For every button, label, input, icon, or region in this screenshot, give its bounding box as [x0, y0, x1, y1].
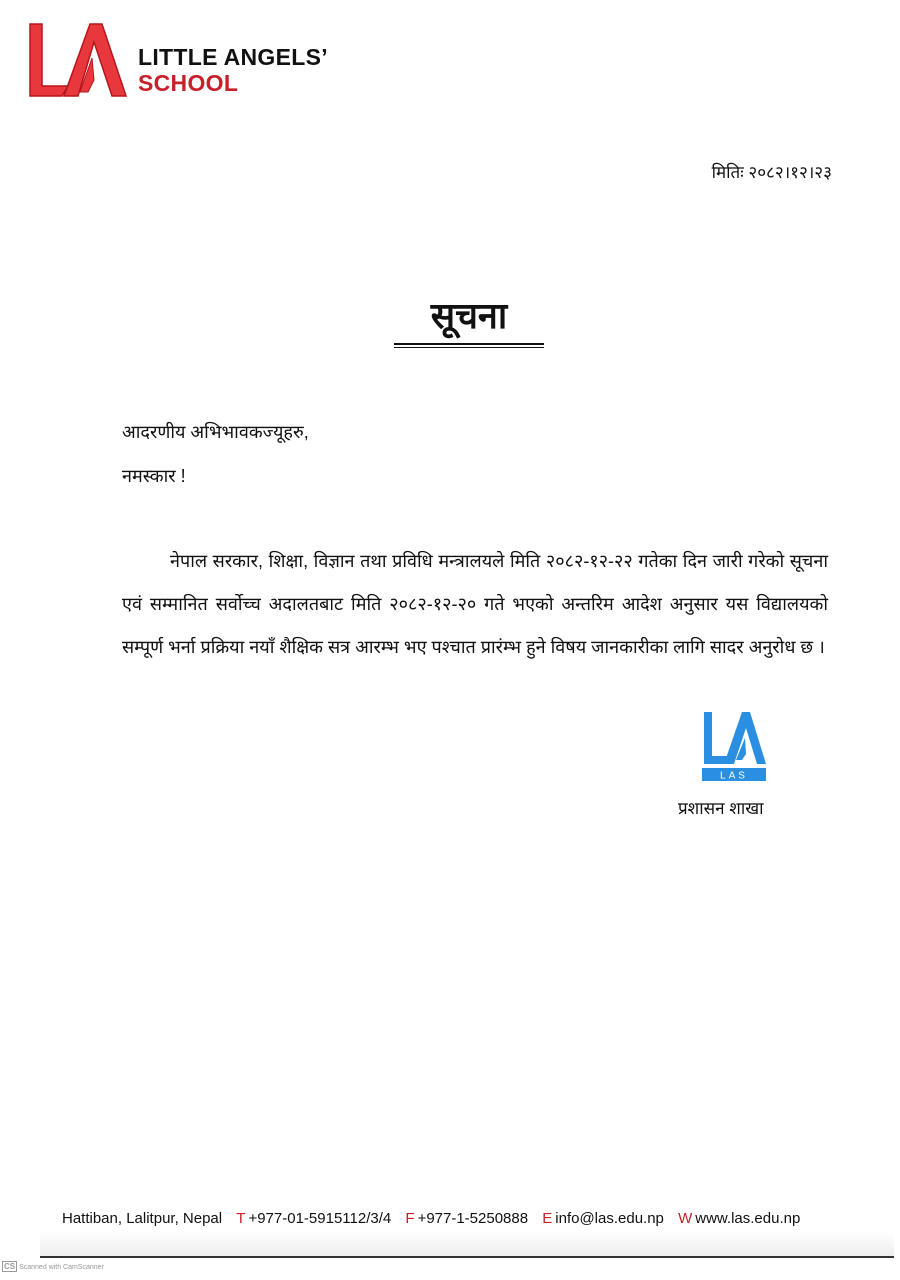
scanner-watermark: CS Scanned with CamScanner	[4, 1262, 104, 1271]
notice-body: नेपाल सरकार, शिक्षा, विज्ञान तथा प्रविधि मन्त्रालयले मिति २०८२-१२-२२ गतेका दिन जारी गरेको सूचना एवं सम्मानित सर्वोच्च अदालतबाट मिति २०८२-१२-२० गते भएको अन्तरिम आदेश अनुसार यस विद्यालयको सम्पूर्ण भर्ना प्रक्रिया नयाँ शैक्षिक सत्र आरम्भ भए पश्चात प्रारंम्भ हुने विषय जानकारीका लागि सादर अनुरोध छ ।	[122, 551, 828, 657]
footer-divider	[40, 1256, 894, 1258]
footer-address: Hattiban, Lalitpur, Nepal	[62, 1210, 223, 1227]
school-name: LITTLE ANGELS’ SCHOOL	[138, 44, 328, 96]
salutation: आदरणीय अभिभावकज्यूहरु,	[122, 422, 309, 442]
footer-contact: Hattiban, Lalitpur, Nepal T +977-01-5915112/3/4 F +977-1-5250888 E info@las.edu.np W www.las.edu.np	[62, 1210, 801, 1227]
notice-title: सूचना	[430, 295, 508, 336]
footer-email: info@las.edu.np	[555, 1210, 664, 1227]
footer-fax: +977-1-5250888	[417, 1210, 529, 1227]
las-stamp-logo	[700, 710, 768, 782]
school-logo	[28, 22, 128, 98]
footer-website: www.las.edu.np	[695, 1210, 801, 1227]
stamp-label: LAS	[720, 770, 748, 782]
footer-phone: +977-01-5915112/3/4	[248, 1210, 392, 1227]
title-underline	[394, 343, 544, 348]
department-signature: प्रशासन शाखा	[678, 799, 764, 818]
notice-date: मितिः २०८२।१२।२३	[711, 163, 832, 182]
footer-band	[40, 1232, 894, 1256]
greeting: नमस्कार !	[122, 466, 186, 486]
